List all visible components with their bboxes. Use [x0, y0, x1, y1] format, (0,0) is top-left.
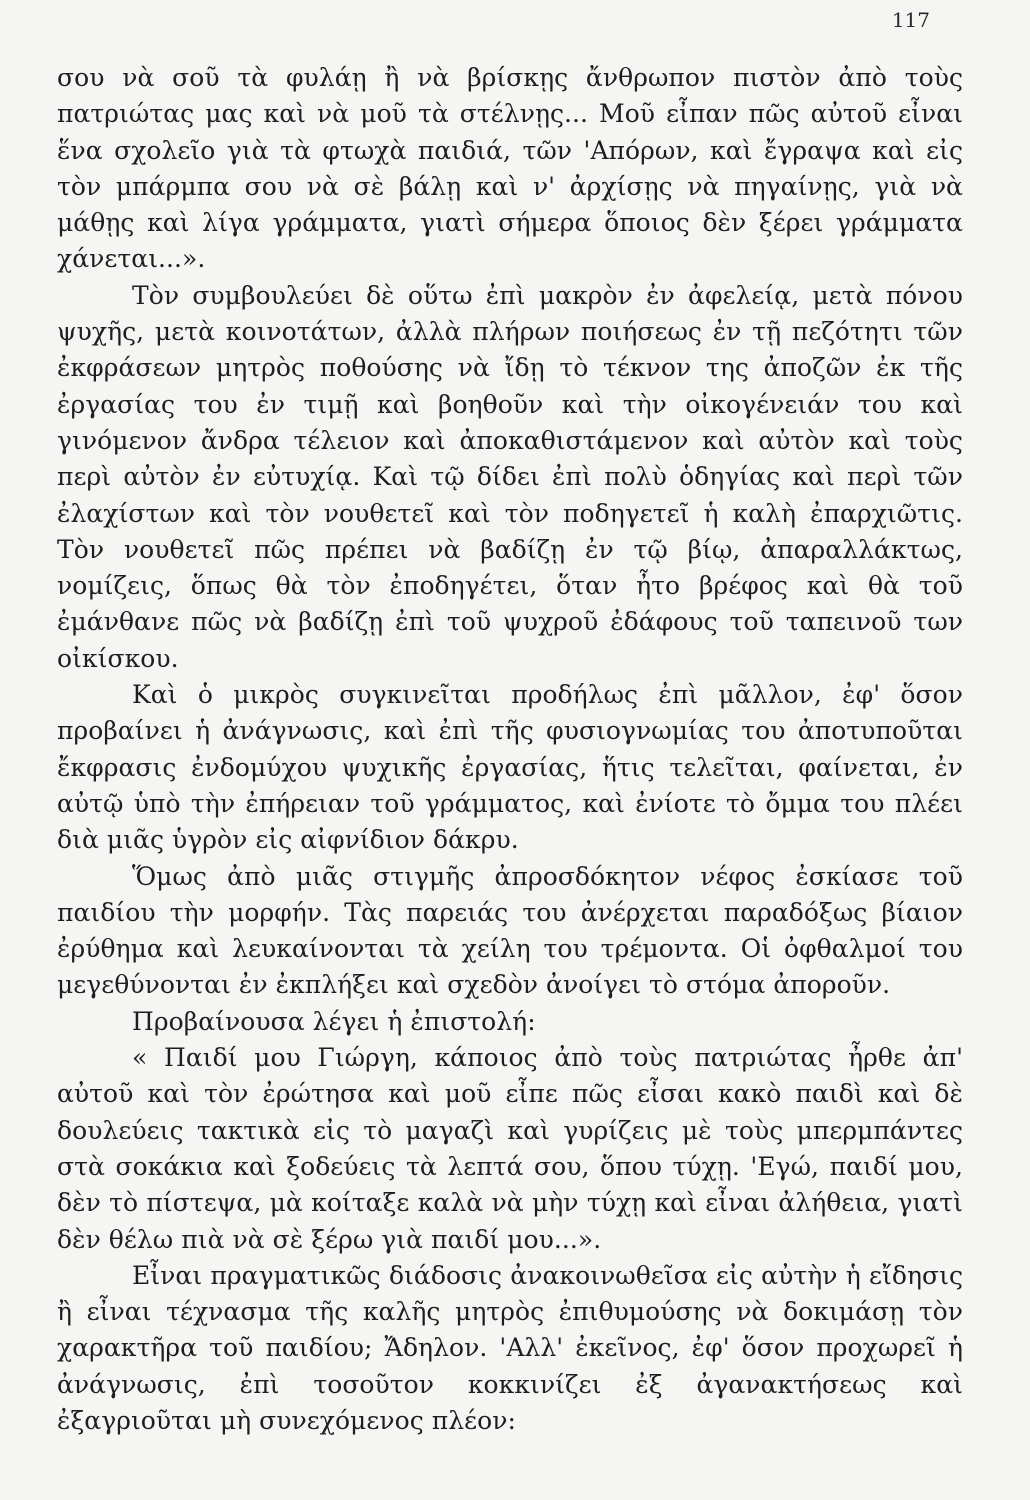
body-text — [57, 60, 963, 1439]
letter-quote-paragraph: « Παιδί μου Γιώργη, κάποιος ἀπὸ τοὺς πατριώτας ἦρθε ἀπ' αὐτοῦ καὶ τὸν ἐρώτησα καὶ μοῦ εἶπε πῶς εἶσαι κακὸ παιδὶ καὶ δὲ δουλεύεις τακτικὰ εἰς τὸ μαγαζὶ καὶ γυρίζεις μὲ τοὺς μπερμπάντες στὰ σοκάκια καὶ ξοδεύεις τὰ λεπτά σου, ὅπου τύχῃ. 'Εγώ, παιδί μου, δὲν τὸ πίστεψα, μὰ κοίταξε καλὰ νὰ μὴν τύχῃ καὶ εἶναι ἀλήθεια, γιατὶ δὲν θέλω πιὰ νὰ σὲ ξέρω γιὰ παιδί μου...». — [57, 1043, 963, 1254]
paragraph-continuation: σου νὰ σοῦ τὰ φυλάῃ ἢ νὰ βρίσκῃς ἄνθρωπον πιστὸν ἀπὸ τοὺς πατριώτας μας καὶ νὰ μοῦ τὰ στέλνῃς... Μοῦ εἶπαν πῶς αὐτοῦ εἶναι ἕνα σχολεῖο γιὰ τὰ φτωχὰ παιδιά, τῶν 'Απόρων, καὶ ἔγραψα καὶ εἰς τὸν μπάρμπα σου νὰ σὲ βάλῃ καὶ ν' ἀρχίσῃς νὰ πηγαίνῃς, γιὰ νὰ μάθῃς καὶ λίγα γράμματα, γιατὶ σήμερα ὅποιος δὲν ξέρει γράμματα χάνεται...». — [57, 63, 963, 274]
paragraph: Εἶναι πραγματικῶς διάδοσις ἀνακοινωθεῖσα εἰς αὐτὴν ἡ εἴδησις ἢ εἶναι τέχνασμα τῆς καλῆς μητρὸς ἐπιθυμούσης νὰ δοκιμάσῃ τὸν χαρακτῆρα τοῦ παιδίου; Ἄδηλον. 'Αλλ' ἐκεῖνος, ἐφ' ὅσον προχωρεῖ ἡ ἀνάγνωσις, ἐπὶ τοσοῦτον κοκκινίζει ἐξ ἀγανακτήσεως καὶ ἐξαγριοῦται μὴ συνεχόμενος πλέον: — [57, 1260, 963, 1435]
paragraph: Καὶ ὁ μικρὸς συγκινεῖται προδήλως ἐπὶ μᾶλλον, ἐφ' ὅσον προβαίνει ἡ ἀνάγνωσις, καὶ ἐπὶ τῆς φυσιογνωμίας του ἀποτυποῦται ἔκφρασις ἐνδομύχου ψυχικῆς ἐργασίας, ἥτις τελεῖται, φαίνεται, ἐν αὐτῷ ὑπὸ τὴν ἐπήρειαν τοῦ γράμματος, καὶ ἐνίοτε τὸ ὄμμα του πλέει διὰ μιᾶς ὑγρὸν εἰς αἰφνίδιον δάκρυ. — [57, 680, 963, 855]
paragraph: Τὸν συμβουλεύει δὲ οὕτω ἐπὶ μακρὸν ἐν ἀφελείᾳ, μετὰ πόνου ψυχῆς, μετὰ κοινοτάτων, ἀλλὰ πλήρων ποιήσεως ἐν τῇ πεζότητι τῶν ἐκφράσεων μητρὸς ποθούσης νὰ ἴδῃ τὸ τέκνον της ἀποζῶν ἐκ τῆς ἐργασίας του ἐν τιμῇ καὶ βοηθοῦν καὶ τὴν οἰκογένειάν του καὶ γινόμενον ἄνδρα τέλειον καὶ ἀποκαθιστάμενον καὶ αὐτὸν καὶ τοὺς περὶ αὐτὸν ἐν εὐτυχίᾳ. Καὶ τῷ δίδει ἐπὶ πολὺ ὁδηγίας καὶ περὶ τῶν ἐλαχίστων καὶ τὸν νουθετεῖ καὶ τὸν ποδηγετεῖ ἡ καλὴ ἐπαρχιῶτις. Τὸν νουθετεῖ πῶς πρέπει νὰ βαδίζῃ ἐν τῷ βίῳ, ἀπαραλλάκτως, νομίζεις, ὅπως θὰ τὸν ἐποδηγέτει, ὅταν ἦτο βρέφος καὶ θὰ τοῦ ἐμάνθανε πῶς νὰ βαδίζῃ ἐπὶ τοῦ ψυχροῦ ἐδάφους τοῦ ταπεινοῦ των οἰκίσκου. — [57, 280, 963, 673]
paragraph: Προβαίνουσα λέγει ἡ ἐπιστολή: — [132, 1006, 536, 1036]
paragraph: Ὅμως ἀπὸ μιᾶς στιγμῆς ἀπροσδόκητον νέφος ἐσκίασε τοῦ παιδίου τὴν μορφήν. Τὰς παρειάς του ἀνέρχεται παραδόξως βίαιον ἐρύθημα καὶ λευκαίνονται τὰ χείλη του τρέμοντα. Οἱ ὀφθαλμοί του μεγεθύνονται ἐν ἐκπλήξει καὶ σχεδὸν ἀνοίγει τὸ στόμα ἀποροῦν. — [57, 861, 963, 1000]
page-number: 117 — [891, 8, 930, 32]
